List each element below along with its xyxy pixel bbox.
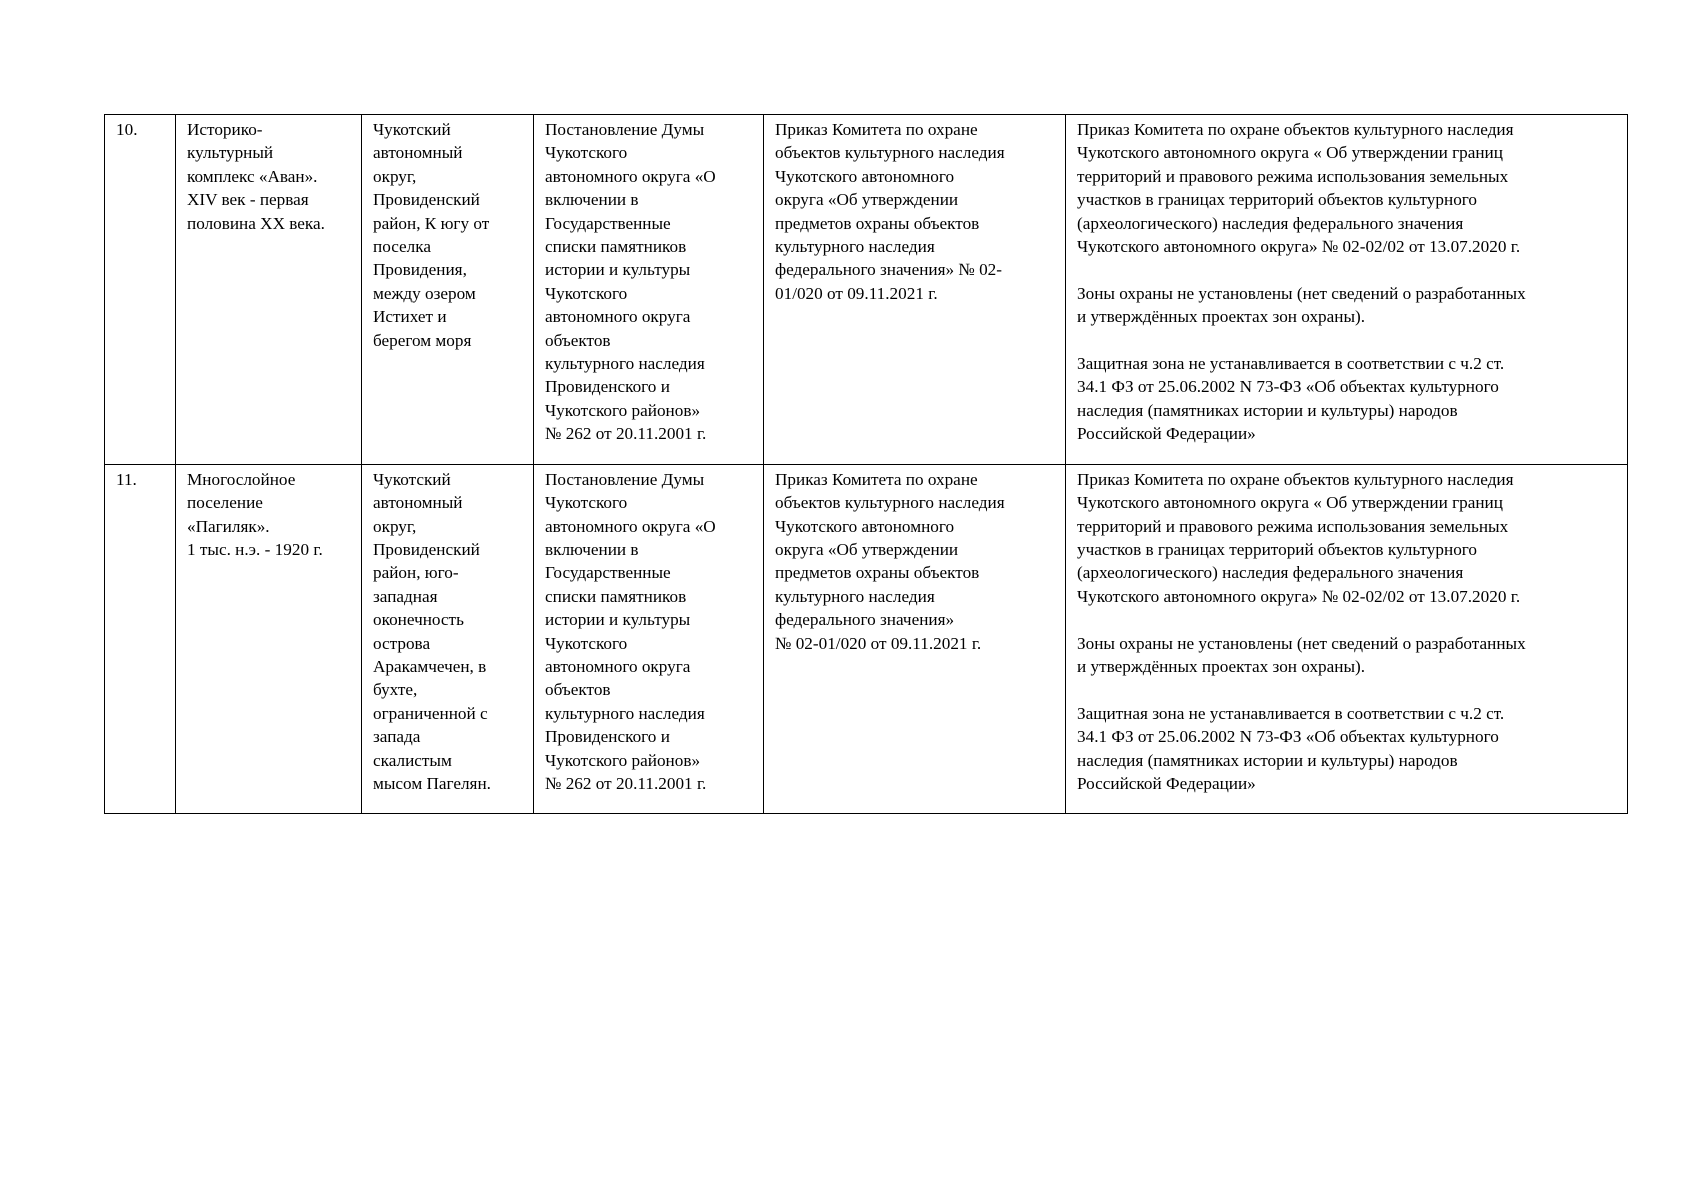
territory-para3 [1077,352,1618,446]
cell-line: № 262 от 20.11.2001 г. [545,773,707,793]
object-number-cell [105,115,176,465]
cell-line: округа «Об утверждении [775,190,959,210]
cell-line: (археологического) наследия федерального значения [1077,213,1464,233]
cell-line: автономного округа [545,307,691,327]
cell-line: Приказ Комитета по охране [775,120,978,139]
cell-line: объектов культурного наследия [775,493,1005,513]
cell-line: Приказ Комитета по охране объектов культурного наследия [1077,469,1514,489]
table-row [105,464,1628,814]
territory-boundaries-cell [1066,464,1628,814]
cell-line: № 02-01/020 от 09.11.2021 г. [775,633,982,653]
cell-line: Аракамчечен, в [373,656,487,676]
cell-line: между озером [373,283,476,303]
cell-line: территорий и правового режима использования земельных [1077,166,1509,186]
table-body [105,115,1628,814]
cell-line: район, К югу от [373,213,490,233]
object-location-cell [362,115,534,465]
cell-line: участков в границах территорий объектов культурного [1077,539,1478,559]
cell-line: предметов охраны объектов [775,563,980,583]
cell-line: № 262 от 20.11.2001 г. [545,424,707,444]
cell-line: 34.1 ФЗ от 25.06.2002 N 73-ФЗ «Об объектах культурного [1077,377,1499,397]
cell-line: комплекс «Аван». [187,166,318,186]
cell-line: Приказ Комитета по охране объектов культурного наследия [1077,120,1514,139]
cell-line: Государственные [545,213,671,233]
cell-line: предметов охраны объектов [775,213,980,233]
cell-line: Защитная зона не устанавливается в соответствии с ч.2 ст. [1077,354,1505,374]
cell-line: и утверждённых проектах зон охраны). [1077,307,1366,327]
cell-line: ограниченной с [373,703,488,723]
cell-line: Чукотский [373,469,451,489]
cell-line: Зоны охраны не установлены (нет сведений о разработанных [1077,283,1526,303]
cell-line: автономного округа «О [545,166,716,186]
cell-line: Чукотского автономного округа» № 02-02/02 от 13.07.2020 г. [1077,237,1521,257]
territory-boundaries-cell [1066,115,1628,465]
cell-line: Чукотского [545,493,628,513]
cell-line: Провиденский [373,539,480,559]
cell-line: поселка [373,237,431,257]
cell-line: истории и культуры [545,610,691,630]
cell-line: 01/020 от 09.11.2021 г. [775,283,938,303]
cell-line: «Пагиляк». [187,516,270,536]
cell-line: округ, [373,166,417,186]
cell-line: Государственные [545,563,671,583]
cell-line: Историко- [187,120,263,139]
cell-line: Чукотского районов» [545,400,701,420]
cell-line: округа «Об утверждении [775,539,959,559]
cell-line: половина XX века. [187,213,325,233]
cell-line: включении в [545,539,639,559]
cell-line: Чукотского автономного округа « Об утверждении границ [1077,493,1503,513]
cell-line: Истихет и [373,307,447,327]
cell-line: Зоны охраны не установлены (нет сведений о разработанных [1077,633,1526,653]
cell-line: (археологического) наследия федерального значения [1077,563,1464,583]
heritage-objects-table [104,114,1628,814]
cell-line: Приказ Комитета по охране [775,469,978,489]
cell-line: Провиденский [373,190,480,210]
cell-line: 34.1 ФЗ от 25.06.2002 N 73-ФЗ «Об объектах культурного [1077,727,1499,747]
cell-line: Чукотского автономного округа « Об утверждении границ [1077,143,1503,163]
cell-line: округ, [373,516,417,536]
cell-line: западная [373,586,438,606]
cell-line: Чукотского [545,633,628,653]
cell-line: наследия (памятниках истории и культуры) народов [1077,400,1458,420]
cell-line: Чукотский [373,120,451,139]
territory-para1 [1077,468,1618,608]
cell-line: культурного наследия [775,586,935,606]
cell-line: списки памятников [545,237,687,257]
cell-line: Провидения, [373,260,467,280]
territory-para1 [1077,118,1618,258]
cell-line: и утверждённых проектах зон охраны). [1077,656,1366,676]
cell-line: Защитная зона не устанавливается в соответствии с ч.2 ст. [1077,703,1505,723]
territory-para3 [1077,702,1618,796]
cell-line: включении в [545,190,639,210]
cell-line: Чукотского автономного [775,166,955,186]
territory-para2 [1077,632,1618,679]
cell-line: Чукотского районов» [545,750,701,770]
territory-para2 [1077,282,1618,329]
cell-line: район, юго- [373,563,459,583]
object-name-cell [176,464,362,814]
cell-line: Постановление Думы [545,469,705,489]
cell-line: культурного наследия [545,703,705,723]
cell-line: федерального значения» [775,610,955,630]
cell-line: автономный [373,493,463,513]
cell-line: культурного наследия [775,237,935,257]
cell-line: объектов [545,680,611,700]
cell-line: автономного округа «О [545,516,716,536]
object-number-cell [105,464,176,814]
cell-line: скалистым [373,750,452,770]
cell-line: культурного наследия [545,354,705,374]
cell-line: наследия (памятниках истории и культуры) народов [1077,750,1458,770]
cell-line: мысом Пагелян. [373,773,491,793]
cell-line: истории и культуры [545,260,691,280]
inclusion-decree-cell [534,464,764,814]
cell-line: XIV век - первая [187,190,309,210]
cell-line: Провиденского и [545,727,670,747]
cell-line: Провиденского и [545,377,670,397]
cell-line: запада [373,727,421,747]
cell-line: оконечность [373,610,464,630]
cell-line: Российской Федерации» [1077,773,1256,793]
cell-line: списки памятников [545,586,687,606]
protection-order-cell [764,115,1066,465]
protection-order-cell [764,464,1066,814]
cell-line: Российской Федерации» [1077,424,1256,444]
cell-line: федерального значения» № 02- [775,260,1003,280]
cell-line: территорий и правового режима использования земельных [1077,516,1509,536]
cell-line: берегом моря [373,330,472,350]
cell-line: Чукотского автономного округа» № 02-02/02 от 13.07.2020 г. [1077,586,1521,606]
cell-text: 10. [116,120,138,139]
cell-text: 11. [116,469,137,489]
cell-line: Чукотского [545,143,628,163]
cell-line: Чукотского [545,283,628,303]
cell-line: Постановление Думы [545,120,705,139]
cell-line: участков в границах территорий объектов культурного [1077,190,1478,210]
cell-line: автономный [373,143,463,163]
cell-line: объектов [545,330,611,350]
object-name-cell [176,115,362,465]
table-row [105,115,1628,465]
inclusion-decree-cell [534,115,764,465]
cell-line: культурный [187,143,274,163]
cell-line: поселение [187,493,263,513]
cell-line: 1 тыс. н.э. - 1920 г. [187,539,323,559]
cell-line: автономного округа [545,656,691,676]
cell-line: острова [373,633,431,653]
cell-line: Многослойное [187,469,296,489]
cell-line: Чукотского автономного [775,516,955,536]
cell-line: объектов культурного наследия [775,143,1005,163]
cell-line: бухте, [373,680,418,700]
object-location-cell [362,464,534,814]
